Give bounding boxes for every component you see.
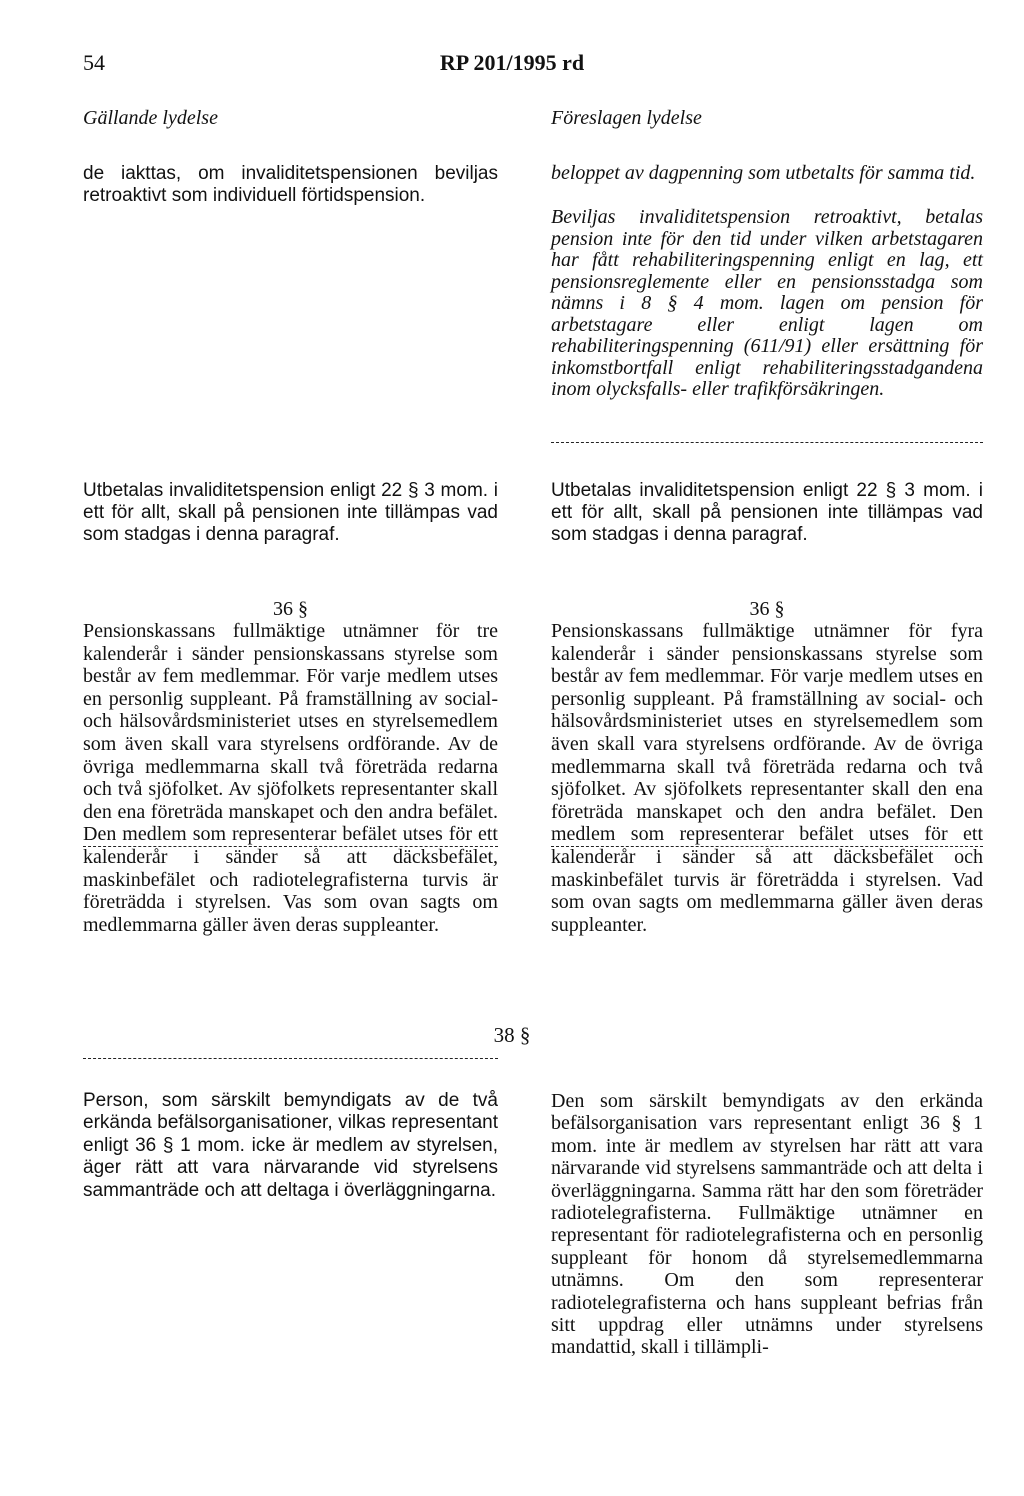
proposed-text-paragraph-1b: Beviljas invaliditetspension retroaktivt, betalas pension inte för den tid under vilken arbetstagaren har fått rehabiliteringspenning enligt en lag, ett pensionsreglemente eller en pensionsstadga som nämns i 8 § 4 mom. lagen om pension för arbetstagare eller enligt lagen om rehabiliteringspenning (611/91) eller ersättning för inkomstbortfall enligt rehabiliteringsstadgandena inom olycksfalls- eller trafikförsäkringen. xyxy=(551,206,983,400)
current-text-paragraph-2: Utbetalas invaliditetspension enligt 22 § 3 mom. i ett för allt, skall på pensionen inte tillämpas vad som stadgas i denna paragraf. xyxy=(83,480,498,545)
section-36-current-text: Pensionskassans fullmäktige utnämner för tre kalenderår i sänder pensionskassans styrelse som består av fem medlemmar. För varje medlem utses en personlig suppleant. På framställning av social- och hälsovårdsministeriet utses en styrelsemedlem som även skall vara styrelsens ordförande. Av de övriga medlemmarna skall två företräda redarna och två sjöfolket. Av sjöfolkets representanter skall den ena företräda manskapet och den andra befälet. Den medlem som representerar befälet utses för ett kalenderår i sänder så att däcksbefälet, maskinbefälet och radiotelegrafisterna turvis är företrädda i styrelsen. Vas som ovan sagts om medlemmarna gäller även deras suppleanter. xyxy=(83,620,498,936)
omission-dashes xyxy=(551,442,983,443)
page-number: 54 xyxy=(83,50,105,75)
left-column-heading: Gällande lydelse xyxy=(83,107,218,129)
omission-dashes xyxy=(83,846,498,847)
omission-dashes xyxy=(83,1058,498,1059)
document-title: RP 201/1995 rd xyxy=(439,50,585,75)
right-column-heading: Föreslagen lydelse xyxy=(551,107,702,129)
section-36-proposed-text: Pensionskassans fullmäktige utnämner för fyra kalenderår i sänder pensionskassans styrelse som består av fem medlemmar. För varje medlem utses en personlig suppleant. På framställning av social- och hälsovårdsministeriet utses en styrelsemedlem som även skall vara styrelsens ordförande. Av de övriga medlemmarna skall två företräda redarna och två sjöfolket. Av sjöfolkets representanter skall den ena företräda manskapet och den andra befälet. Den medlem som representerar befälet utses för ett kalenderår i sänder så att däcksbefälet och maskinbefälet turvis är företrädda i styrelsen. Vad som ovan sagts om medlemmarna gäller även deras suppleanter. xyxy=(551,620,983,936)
section-38-current-text: Person, som särskilt bemyndigats av de två erkända befälsorganisationer, vilkas representant enligt 36 § 1 mom. icke är medlem av styrelsen, äger rätt att vara närvarande vid styrelsens sammanträde och att deltaga i överläggningarna. xyxy=(83,1090,498,1201)
omission-dashes xyxy=(551,846,983,847)
current-text-paragraph-1: de iakttas, om invaliditetspensionen beviljas retroaktivt som individuell förtidspension. xyxy=(83,163,498,206)
proposed-text-paragraph-1a: beloppet av dagpenning som utbetalts för samma tid. xyxy=(551,162,976,184)
section-36-heading-left: 36 § xyxy=(273,598,308,620)
section-38-heading: 38 § xyxy=(493,1023,531,1047)
section-36-heading-right: 36 § xyxy=(749,598,785,620)
section-38-proposed-text: Den som särskilt bemyndigats av den erkända befälsorganisation vars representant enligt 36 § 1 mom. inte är medlem av styrelsen har rätt att vara närvarande vid styrelsens sammanträde och att delta i överläggningarna. Samma rätt har den som företräder radiotelegrafisterna. Fullmäktige utnämner en representant för radiotelegrafisterna och en personlig suppleant för honom då styrelsemedlemmarna utnämns. Om den som representerar radiotelegrafisterna och hans suppleant befrias från sitt uppdrag eller utnämns under styrelsens mandattid, skall i tillämpli- xyxy=(551,1090,983,1359)
proposed-text-paragraph-2: Utbetalas invaliditetspension enligt 22 § 3 mom. i ett för allt, skall på pensionen inte tillämpas vad som stadgas i denna paragraf. xyxy=(551,480,983,545)
